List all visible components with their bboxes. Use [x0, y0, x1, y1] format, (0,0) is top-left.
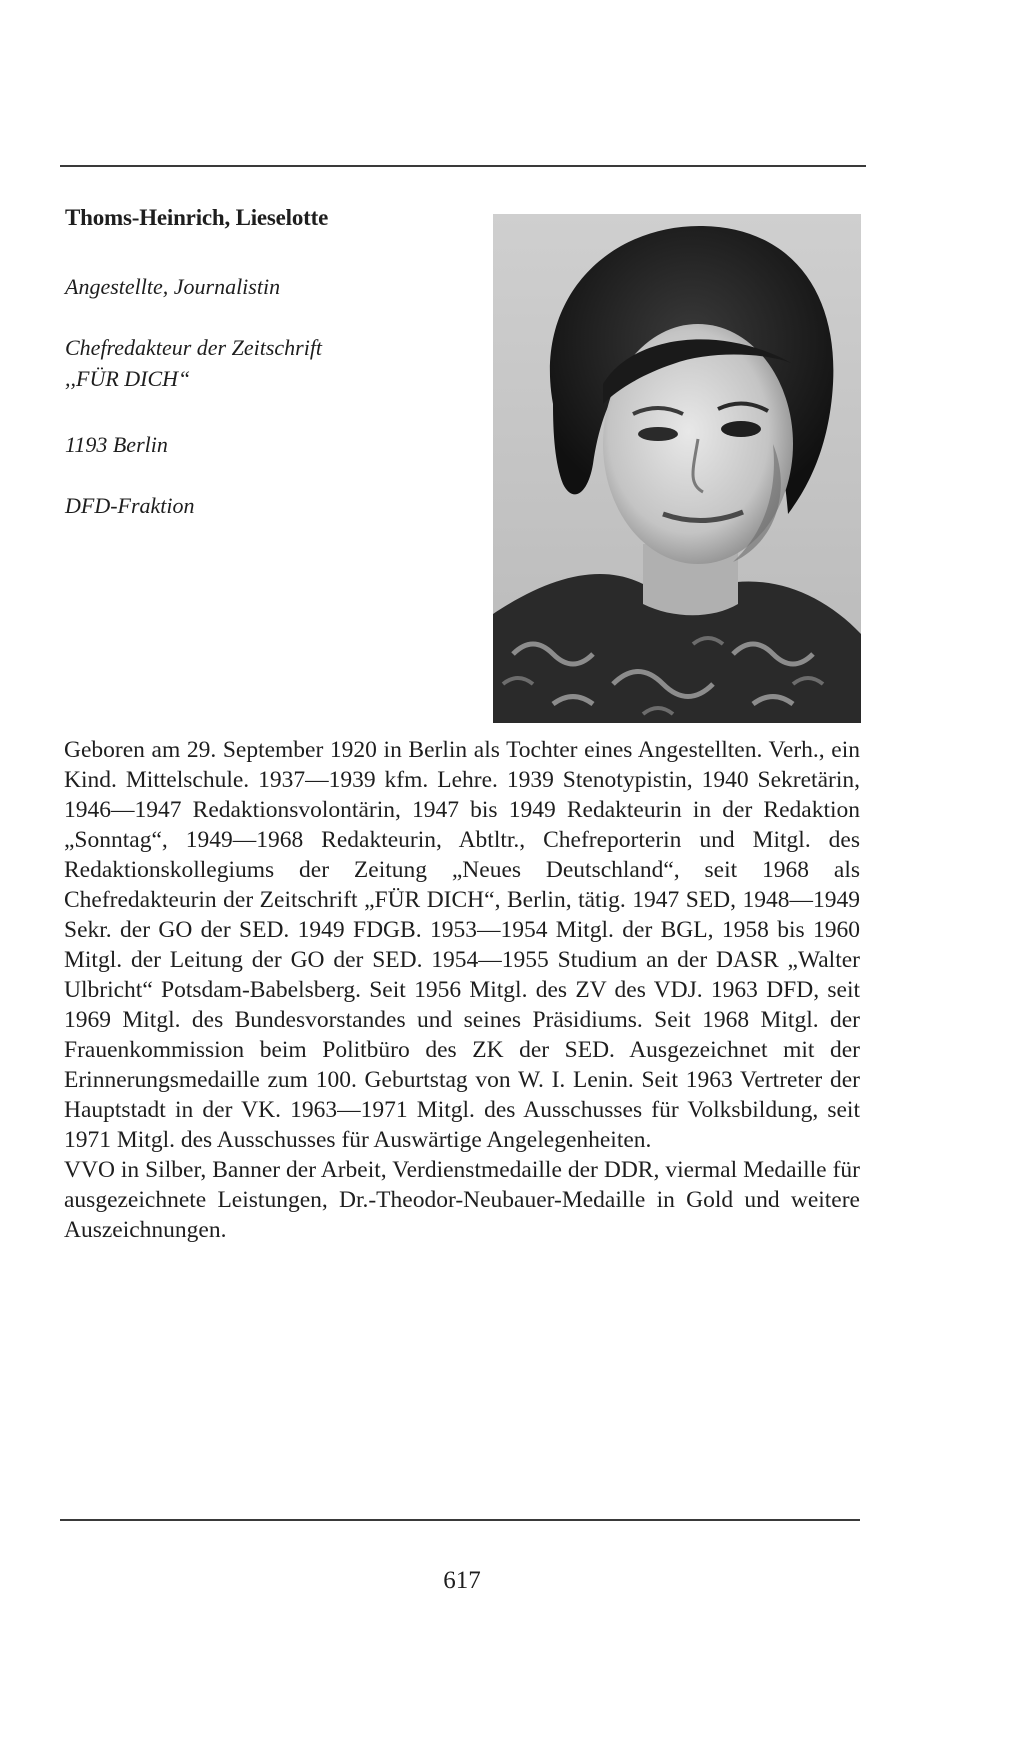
- entry-position-line1: Chefredakteur der Zeitschrift: [65, 335, 323, 360]
- entry-position: [65, 332, 322, 394]
- biography-paragraph: Geboren am 29. September 1920 in Berlin als Tochter eines Angestellten. Verh., ein Kind. Mittelschule. 1937—1939 kfm. Lehre. 1939 Stenotypistin, 1940 Sekretärin, 1946—1947 Redaktionsvolontärin, 1947 bis 1949 Redakteurin in der Redaktion „Sonntag“, 1949—1968 Redakteurin, Abtltr., Chefreporterin und Mitgl. des Redaktionskollegiums der Zeitung „Neues Deutschland“, seit 1968 als Chefredakteurin der Zeitschrift „FÜR DICH“, Berlin, tätig. 1947 SED, 1948—1949 Sekr. der GO der SED. 1949 FDGB. 1953—1954 Mitgl. der BGL, 1958 bis 1960 Mitgl. der Leitung der GO der SED. 1954—1955 Studium an der DASR „Walter Ulbricht“ Potsdam-Babelsberg. Seit 1956 Mitgl. des ZV des VDJ. 1963 DFD, seit 1969 Mitgl. des Bundesvorstandes und seines Präsidiums. Seit 1968 Mitgl. der Frauenkommission beim Politbüro des ZK der SED. Ausgezeichnet mit der Erinnerungsmedaille zum 100. Geburtstag von W. I. Lenin. Seit 1963 Vertreter der Hauptstadt in der VK. 1963—1971 Mitgl. des Ausschusses für Volksbildung, seit 1971 Mitgl. des Ausschusses für Auswärtige Angelegenheiten.: [64, 737, 860, 1153]
- entry-fraction: DFD-Fraktion: [65, 493, 195, 518]
- bottom-rule: [60, 1519, 860, 1521]
- top-rule: [60, 165, 866, 167]
- entry-position-line2: ,,FÜR DICH“: [65, 366, 191, 391]
- biography: [64, 735, 860, 1245]
- biography-paragraph: VVO in Silber, Banner der Arbeit, Verdienstmedaille der DDR, viermal Medaille für ausgezeichnete Leistungen, Dr.-Theodor-Neubauer-Medaille in Gold und weitere Auszeichnungen.: [64, 1157, 860, 1243]
- page-number: 617: [443, 1567, 481, 1594]
- portrait-photo: [493, 214, 861, 723]
- portrait-photo-icon: [493, 214, 861, 723]
- entry-occupation: Angestellte, Journalistin: [65, 274, 281, 299]
- entry-name: Thoms-Heinrich, Lieselotte: [65, 205, 329, 230]
- entry-address: 1193 Berlin: [65, 432, 168, 457]
